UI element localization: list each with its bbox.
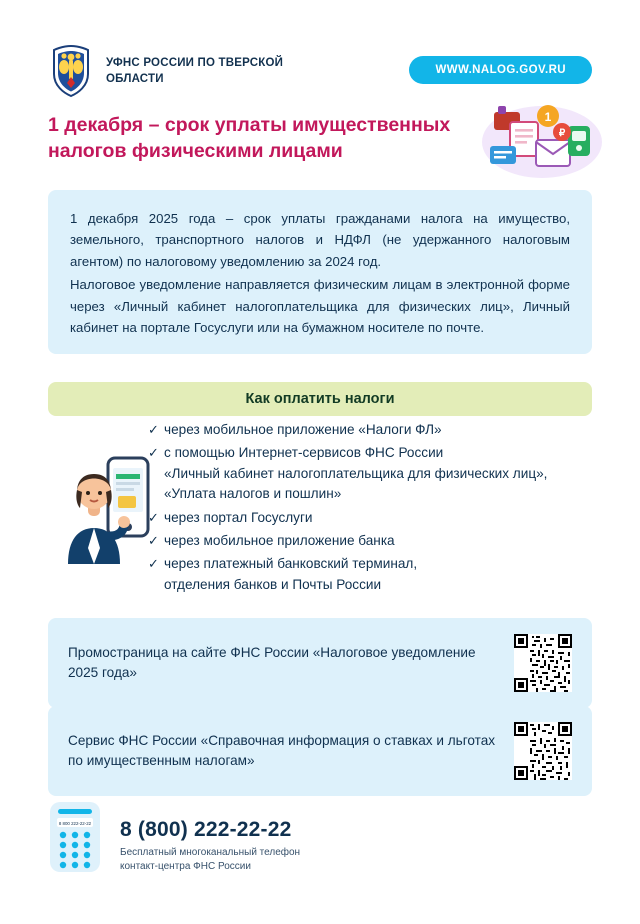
list-item — [148, 554, 588, 595]
list-item-label: с помощью Интернет-сервисов ФНС России — [164, 445, 444, 461]
intro-panel — [48, 190, 592, 354]
caption-line-1: Бесплатный многоканальный телефон — [120, 847, 301, 858]
check-icon: ✓ — [148, 556, 159, 572]
mail-and-documents-illustration-icon — [476, 96, 606, 180]
qr-panel-promo-page — [48, 618, 592, 708]
qr-code-icon[interactable] — [514, 722, 572, 780]
list-item-sublabel: отделения банков и Почты России — [164, 576, 382, 592]
list-item — [148, 508, 588, 528]
list-item-label: через платежный банковский терминал, — [164, 556, 418, 572]
list-item — [148, 420, 588, 440]
list-item-label: через мобильное приложение банка — [164, 532, 395, 548]
check-icon: ✓ — [148, 509, 159, 525]
list-item-label: через портал Госуслуги — [164, 509, 313, 525]
qr-panel-rates-and-benefits — [48, 706, 592, 796]
qr-panel-label: Сервис ФНС России «Справочная информация о ставках и льготах по имущественным налогам» — [68, 732, 496, 768]
contact-phone-caption — [120, 846, 300, 873]
check-icon: ✓ — [148, 422, 159, 437]
website-url-pill[interactable]: WWW.NALOG.GOV.RU — [409, 56, 592, 84]
pay-methods-list — [148, 420, 588, 598]
svg-text:8 800 222-22-22: 8 800 222-22-22 — [58, 821, 92, 826]
intro-paragraph-1: 1 декабря 2025 года – срок уплаты гражданами налога на имущество, земельного, транспортного налогов и НДФЛ (не удержанного налоговым агентом) по налоговому уведомлению за 2024 год. — [70, 211, 570, 269]
qr-code-icon[interactable] — [514, 634, 572, 692]
list-item-sublabel: «Личный кабинет налогоплательщика для физических лиц», «Уплата налогов и пошлин» — [164, 465, 548, 502]
check-icon: ✓ — [148, 445, 159, 461]
contact-phone-number[interactable]: 8 (800) 222-22-22 — [120, 818, 292, 841]
russian-coat-of-arms-icon — [48, 44, 94, 98]
caption-line-2: контакт-центра ФНС России — [120, 860, 251, 872]
intro-paragraph-2: Налоговое уведомление направляется физическим лицам в электронной форме через «Личный кабинет налогоплательщика для физических лиц», Личный кабинет на портале Госуслуги или на бумажном носителе по почте. — [70, 277, 570, 335]
check-icon: ✓ — [148, 532, 159, 548]
how-to-pay-section — [48, 420, 592, 615]
page-title: 1 декабря – срок уплаты имущественных налогов физическими лицами — [48, 114, 451, 163]
list-item — [148, 443, 588, 504]
footer — [48, 800, 592, 880]
svg-text:₽: ₽ — [558, 128, 566, 139]
footer-text — [120, 800, 300, 873]
organization-name: УФНС РОССИИ ПО ТВЕРСКОЙ ОБЛАСТИ — [106, 57, 284, 85]
how-to-pay-heading: Как оплатить налоги — [48, 382, 592, 416]
telephone-keypad-icon — [48, 800, 102, 874]
woman-with-smartphone-icon — [54, 444, 162, 564]
list-item-label: через мобильное приложение «Налоги ФЛ» — [164, 422, 442, 437]
list-item — [148, 531, 588, 551]
svg-text:1: 1 — [544, 110, 552, 124]
qr-panel-label: Промостраница на сайте ФНС России «Налоговое уведомление 2025 года» — [68, 644, 476, 680]
